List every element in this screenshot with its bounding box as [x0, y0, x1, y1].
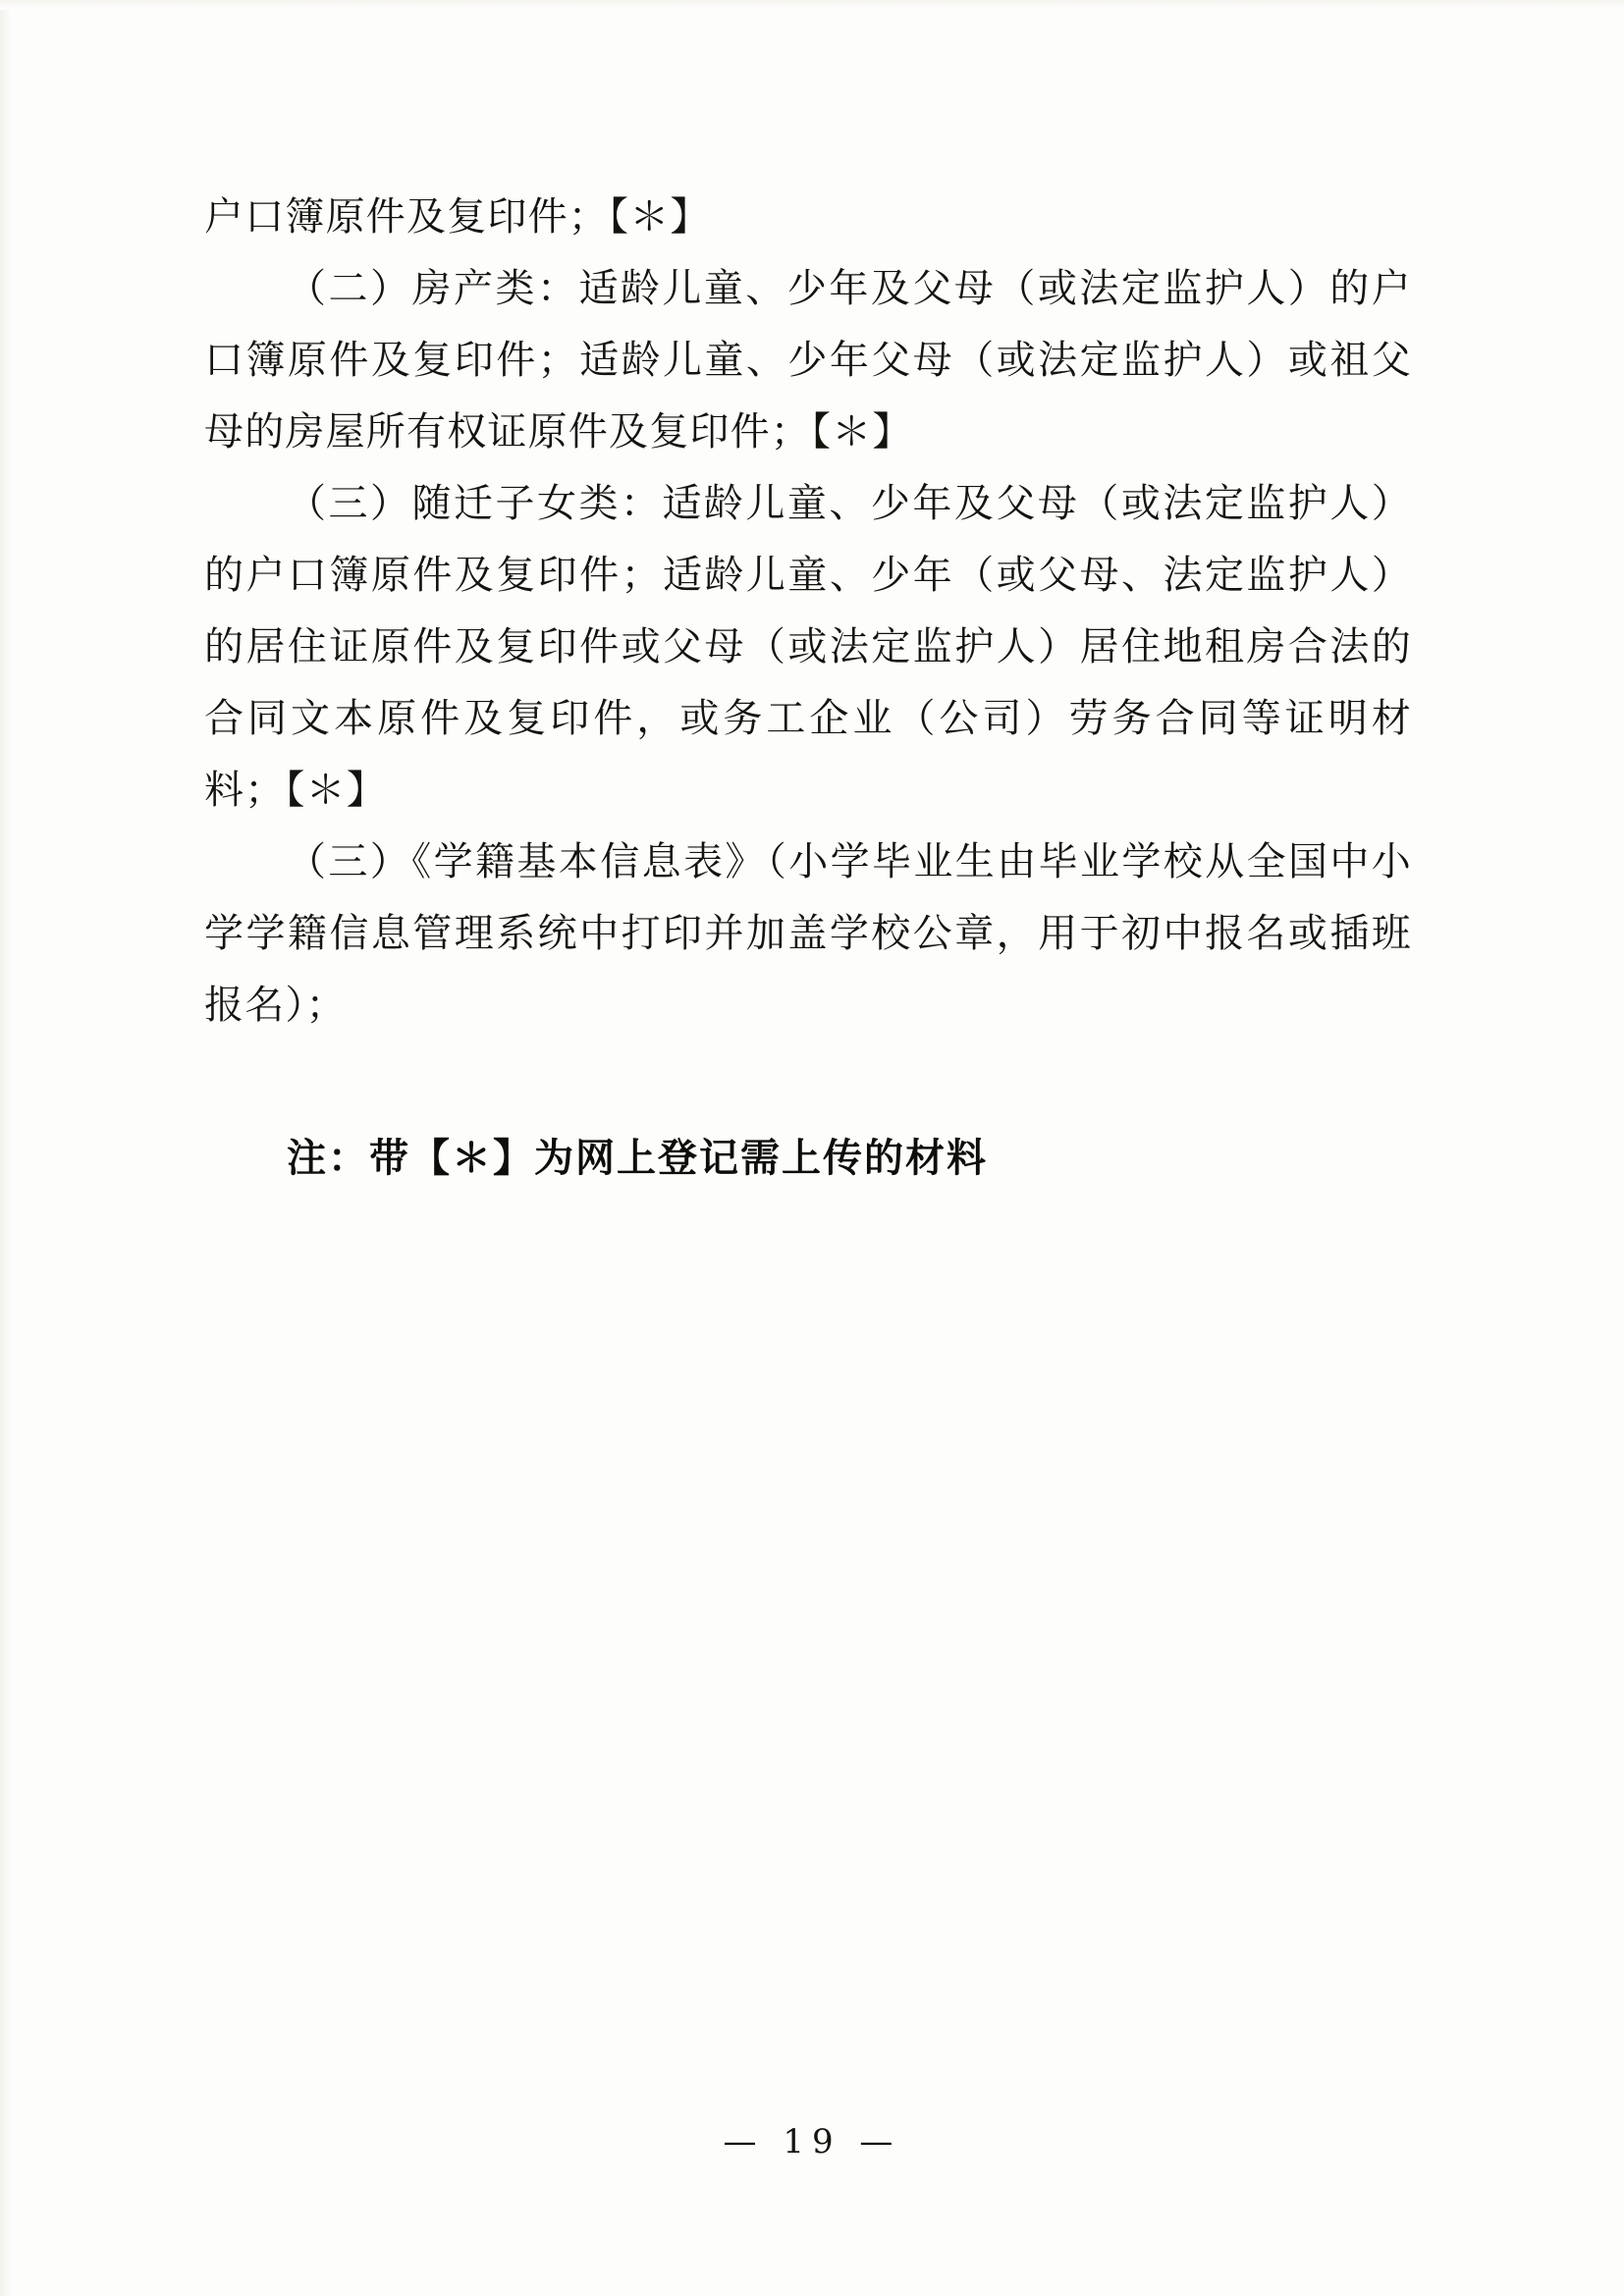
scan-edge-top	[0, 0, 1624, 10]
page-number: — 19 —	[723, 2122, 901, 2162]
paragraph-continued: 户口簿原件及复印件；【＊】	[204, 194, 711, 240]
page-footer	[0, 2122, 1624, 2162]
paragraph-item-property: （二）房产类：适龄儿童、少年及父母（或法定监护人）的户口簿原件及复印件；适龄儿童、少年父母（或法定监护人）或祖父母的房屋所有权证原件及复印件；【＊】	[204, 266, 1412, 454]
document-body	[204, 182, 1412, 1232]
note-text: 注：带【＊】为网上登记需上传的材料	[287, 1135, 988, 1181]
scan-edge-left	[0, 0, 14, 2296]
paragraph-item-migrant-children: （三）随迁子女类：适龄儿童、少年及父母（或法定监护人）的户口簿原件及复印件；适龄儿童、少年（或父母、法定监护人）的居住证原件及复印件或父母（或法定监护人）居住地租房合法的合同文本原件及复印件，或务工企业（公司）劳务合同等证明材料；【＊】	[204, 481, 1412, 813]
paragraph-item-student-record: （三）《学籍基本信息表》（小学毕业生由毕业学校从全国中小学学籍信息管理系统中打印并加盖学校公章，用于初中报名或插班报名）；	[204, 839, 1412, 1028]
